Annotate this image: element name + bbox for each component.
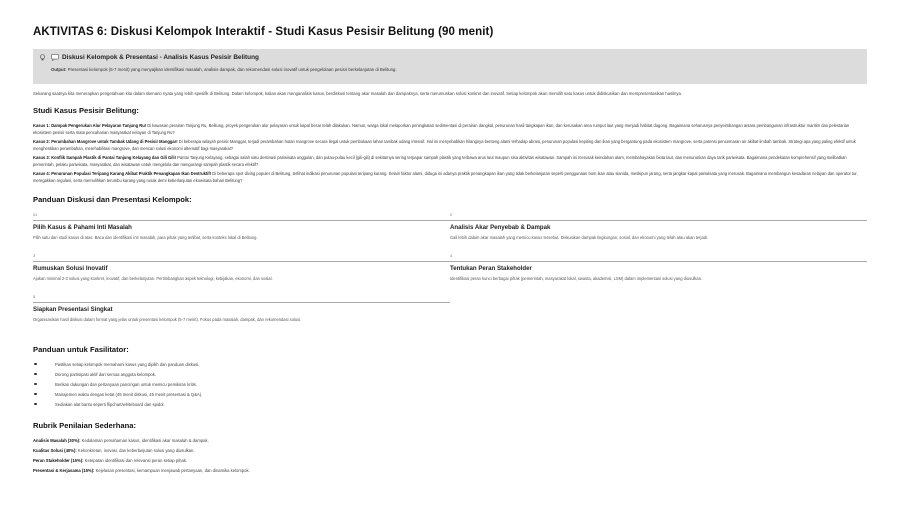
bullet-icon [34,373,37,376]
slide-content [33,26,867,478]
case-item: Kasus 2: Perambahan Mangrove untuk Tambak Udang di Pesisir Manggar! Di beberapa wilayah pesisir Manggar, terjadi perambahan hutan mangrove secara ilegal untuk pembukaan lahan tambak udang intensif. Hal ini menyebabkan hilangnya benteng alami terhadap abrasi, penurunan populasi kepiting dan ikan yang bergantung pada ekosistem mangrove, serta potensi pencemaran air akibat limbah tambak. Strategi apa yang paling efektif untuk menghentikan perambahan, merehabilitasi mangrove, dan mencari solusi ekonomi alternatif bagi masyarakat? [33,139,856,151]
list-item: Dorong partisipasi aktif dari semua anggota kelompok. [55,372,867,382]
list-item: Berikan dukungan dan pertanyaan pancingan untuk memicu pemikiran kritis. [55,382,867,392]
rubric-row: Kualitas Solusi (40%): Kekonkretan, inovasi, dan keberlanjutan solusi yang diusulkan. [33,447,195,453]
rubric-row: Peran Stakeholder (15%): Ketepatan identifikasi dan relevansi peran setiap pihak. [33,457,188,463]
step-divider [450,220,867,221]
step-item [33,294,450,335]
step-title: Analisis Akar Penyebab & Dampak [450,223,551,231]
step-number: 01 [33,211,38,217]
step-description: Pilih satu dari studi kasus di atas. Baca dan identifikasi inti masalah, para pihak yang terlibat, serta konteks lokal di Belitung. [33,234,258,240]
cases-heading: Studi Kasus Pesisir Belitung: [33,106,139,115]
page-title: AKTIVITAS 6: Diskusi Kelompok Interaktif - Studi Kasus Pesisir Belitung (90 menit) [33,26,494,38]
step-item [33,252,453,294]
list-item: Pastikan setiap kelompok memahami kasus yang dipilih dan panduan diskusi. [55,362,867,372]
step-title: Tentukan Peran Stakeholder [450,264,532,272]
bullet-icon [34,403,37,406]
case-item: Kasus 4: Penurunan Populasi Teripang Karang Akibat Praktik Penangkapan Ikan Destruktif! Di beberapa spot diving populer di Belitung, terlihat indikasi penurunan populasi teripang karang. Selain faktor alami, diduga ini adanya praktik penangkapan ikan yang tidak berkelanjutan seperti penggunaan bom ikan atau sianida, meskipun jarang, serta jangkar kapal pariwisata yang merusak. Bagaimana membangun kesadaran nelayan dan operator tur, meregakkan regulasi, serta memulihkan terumbu karang yang rusak demi keberlanjutan ekowisata bahari Belitung? [33,171,858,184]
step-item [33,211,453,253]
step-number: 3 [33,252,36,258]
bullet-icon [34,363,37,366]
steps-heading: Panduan Diskusi dan Presentasi Kelompok: [33,194,192,204]
step-title: Pilih Kasus & Pahami Inti Masalah [33,223,132,231]
case-item: Kasus 3: Konflik Sampah Plastik di Pantai Tanjung Kelayang dan Gili Gili! Pantai Tanjung Kelayang, sebagai salah satu destinasi pariwisata unggulan, dan pulau-pulau kecil (gili-gili) di sekitarnya sering terpapar sampah plastik yang terbawa arus laut maupun sisa aktivitas wisatawan. Sampah ini merusak keindahan alam, membahayakan biota laut, dan menurunkan daya tarik pariwisata. Bagaimana pendekatan komprehensif yang melibatkan pemerintah, pelaku pariwisata, masyarakat, dan wisatawan untuk mengelola dan mengurangi sampah plastik secara efektif? [33,155,847,167]
step-number: 2 [450,211,453,217]
banner-heading: Diskusi Kelompok & Presentasi - Analisis Kasus Pesisir Belitung [62,54,259,61]
step-number: 4 [450,252,453,258]
bullet-icon [34,393,37,396]
step-description: Organisasikan hasil diskusi dalam format yang jelas untuk presentasi kelompok (5-7 menit). Fokus pada masalah, dampak, dan rekomendasi solusi. [33,316,302,322]
cases-list [33,123,867,185]
activity-banner [33,49,867,84]
lightbulb-icon [39,54,46,61]
step-item [450,212,867,253]
case-item: Kasus 1: Dampak Pengerukan Alur Pelayaran Tanjung Ru! Di kawasan perairan Tanjung Ru, Belitung, proyek pengerukan alur pelayaran untuk kapal besar telah dilakukan. Namun, warga lokal melaporkan peningkatan sedimentasi di perairan dangkal, penurunan hasil tangkapan ikan, dan kerusakan area rumput laut yang menjadi habitat dugong. Bagaimana seharusnya penyeimbangan antara pembangunan infrastruktur maritim dan pelestarian ekosistem pesisir serta mata pencaharian masyarakat nelayan di Tanjung Ru? [33,123,850,135]
steps-grid [33,212,867,335]
step-description: Identifikasi peran kunci berbagai pihak (pemerintah, masyarakat lokal, swasta, akademisi, LSM) dalam implementasi solusi yang diusulkan. [450,275,703,281]
facilitator-heading: Panduan untuk Fasilitator: [33,344,129,354]
step-title: Rumuskan Solusi Inovatif [33,264,108,272]
chat-bubble-icon [51,54,59,61]
step-description: Ajukan minimal 2-3 solusi yang konkret, inovatif, dan berkelanjutan. Pertimbangkan aspek teknologi, kebijakan, ekonomi, dan sosial. [33,275,273,281]
rubric-row: Presentasi & Kerjasama (15%): Kejelasan presentasi, kemampuan menjawab pertanyaan, dan dinamika kelompok. [33,467,250,473]
banner-output [51,67,867,72]
rubric-list [33,438,867,478]
output-text: Presentasi kelompok (5-7 menit) yang menyajikan identifikasi masalah, analisis dampak, dan rekomendasi solusi inovatif untuk pengelolaan pesisir berkelanjutan di Belitung. [67,67,397,72]
facilitator-tips [55,362,867,412]
step-divider [33,261,450,262]
list-item: Manajemen waktu dengan ketat (45 menit diskusi, 45 menit presentasi & Q&A). [55,392,867,402]
step-number: 5 [33,293,36,299]
step-item [450,253,867,294]
step-description: Gali lebih dalam akar masalah yang memicu kasus tersebut. Diskusikan dampak lingkungan, sosial, dan ekonomi yang telah atau akan terjadi. [450,234,709,240]
step-title: Siapkan Presentasi Singkat [33,305,113,313]
banner-heading-row [39,54,867,61]
rubric-row: Analisis Masalah (30%): Kedalaman pemahaman kasus, identifikasi akar masalah & dampak. [33,437,209,443]
step-divider [450,261,867,262]
step-divider [33,220,450,221]
rubric-heading: Rubrik Penilaian Sederhana: [33,420,136,430]
step-divider [33,302,450,303]
intro-paragraph: Sekarang saatnya kita menerapkan pengetahuan kita dalam skenario nyata yang lebih spesifik di Belitung. Dalam kelompok, kalian akan menganalisis kasus, berdiskusi tentang akar masalah dan dampaknya, serta merumuskan solusi konkret dan inovatif. Setiap kelompok akan memilih satu kasus untuk didiskusikan dan mempresentasikan hasilnya. [33,91,682,96]
output-label: Output: [51,67,67,72]
list-item: Sediakan alat bantu seperti flipchart/whiteboard dan spidol. [55,402,867,412]
bullet-icon [34,383,37,386]
